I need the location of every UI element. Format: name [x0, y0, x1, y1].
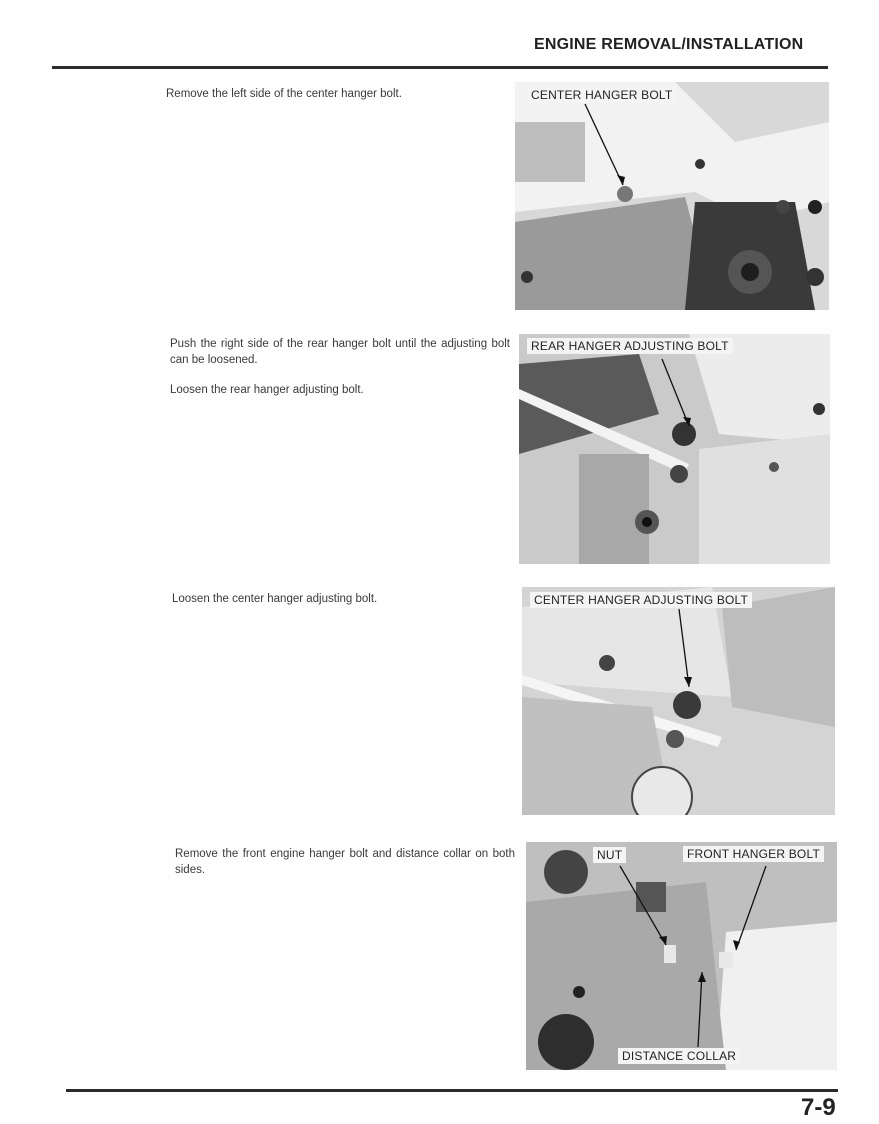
engine-photo-illustration — [526, 842, 837, 1070]
engine-photo-illustration — [515, 82, 829, 310]
step-2-paragraph-2: Loosen the rear hanger adjusting bolt. — [170, 384, 364, 396]
callout-center-hanger-bolt: CENTER HANGER BOLT — [527, 87, 676, 103]
callout-distance-collar: DISTANCE COLLAR — [618, 1048, 740, 1064]
step-3-text — [172, 591, 512, 607]
callout-rear-hanger-adjusting-bolt: REAR HANGER ADJUSTING BOLT — [527, 338, 733, 354]
step-3-photo — [522, 587, 835, 815]
step-2-text — [170, 336, 510, 398]
step-2-paragraph-1: Push the right side of the rear hanger bolt until the adjusting bolt can be loosened. — [170, 338, 510, 366]
step-2-photo — [519, 334, 830, 564]
callout-center-hanger-adjusting-bolt: CENTER HANGER ADJUSTING BOLT — [530, 592, 752, 608]
engine-photo-illustration — [522, 587, 835, 815]
step-4-text — [175, 846, 515, 878]
step-4-paragraph-1: Remove the front engine hanger bolt and distance collar on both sides. — [175, 848, 515, 876]
step-1-photo — [515, 82, 829, 310]
callout-nut: NUT — [593, 847, 626, 863]
section-title: ENGINE REMOVAL/INSTALLATION — [534, 36, 804, 53]
header-rule — [52, 66, 828, 69]
footer-rule — [66, 1089, 838, 1092]
callout-front-hanger-bolt: FRONT HANGER BOLT — [683, 846, 824, 862]
step-4-photo — [526, 842, 837, 1070]
page-number: 7-9 — [801, 1094, 836, 1121]
step-1-paragraph-1: Remove the left side of the center hanger bolt. — [166, 88, 402, 100]
step-3-paragraph-1: Loosen the center hanger adjusting bolt. — [172, 593, 378, 605]
engine-photo-illustration — [519, 334, 830, 564]
step-1-text — [166, 86, 506, 102]
